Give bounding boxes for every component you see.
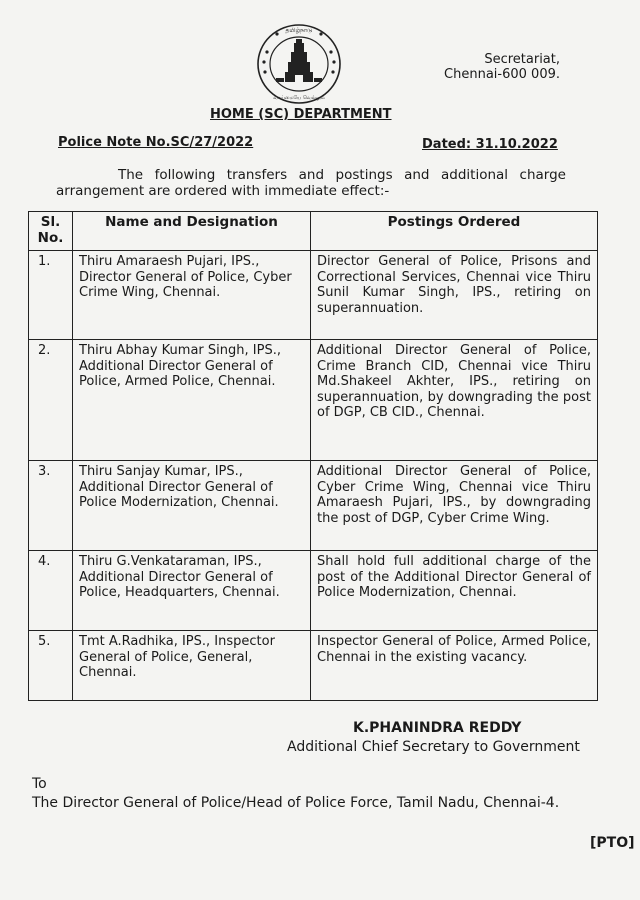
column-header-sl-no: Sl. No. <box>29 212 73 251</box>
row-sl-no: 4. <box>29 551 73 631</box>
column-header-name: Name and Designation <box>73 212 311 251</box>
row-name-designation: Thiru Amaraesh Pujari, IPS., Director General of Police, Cyber Crime Wing, Chennai. <box>73 251 311 340</box>
row-posting: Shall hold full additional charge of the post of the Additional Director General of Police Modernization, Chennai. <box>311 551 598 631</box>
address-block <box>440 52 560 82</box>
column-header-postings: Postings Ordered <box>311 212 598 251</box>
row-posting: Director General of Police, Prisons and Correctional Services, Chennai vice Thiru Sunil Kumar Singh, IPS., retiring on superannuation. <box>311 251 598 340</box>
table-row <box>29 631 598 701</box>
table-header-row <box>29 212 598 251</box>
row-posting: Additional Director General of Police, Crime Branch CID, Chennai vice Thiru Md.Shakeel Akhter, IPS., retiring on superannuation, by downgrading the post of DGP, CB CID., Chennai. <box>311 340 598 461</box>
row-sl-no: 5. <box>29 631 73 701</box>
address-line-1: Secretariat, <box>484 52 560 67</box>
row-sl-no: 3. <box>29 461 73 551</box>
svg-text:தமிழ்நாடு: தமிழ்நாடு <box>285 27 313 34</box>
row-name-designation: Thiru Abhay Kumar Singh, IPS., Additional Director General of Police, Armed Police, Chennai. <box>73 340 311 461</box>
table-row <box>29 551 598 631</box>
row-name-designation: Thiru Sanjay Kumar, IPS., Additional Director General of Police Modernization, Chennai. <box>73 461 311 551</box>
row-sl-no: 1. <box>29 251 73 340</box>
tamil-nadu-emblem-icon <box>255 22 343 108</box>
pto-marker: [PTO] <box>590 835 635 851</box>
row-posting: Inspector General of Police, Armed Police, Chennai in the existing vacancy. <box>311 631 598 701</box>
address-line-2: Chennai-600 009. <box>444 67 560 82</box>
row-name-designation: Tmt A.Radhika, IPS., Inspector General of Police, General, Chennai. <box>73 631 311 701</box>
transfer-orders-table <box>28 211 598 701</box>
signatory-title: Additional Chief Secretary to Government <box>287 739 580 755</box>
table-row <box>29 340 598 461</box>
row-posting: Additional Director General of Police, Cyber Crime Wing, Chennai vice Thiru Amaraesh Pujari, IPS., by downgrading the post of DGP, Cyber Crime Wing. <box>311 461 598 551</box>
intro-paragraph: The following transfers and postings and additional charge arrangement are ordered with immediate effect:- <box>56 167 566 199</box>
police-note-number: Police Note No.SC/27/2022 <box>58 135 254 150</box>
department-title: HOME (SC) DEPARTMENT <box>210 107 392 122</box>
table-row <box>29 461 598 551</box>
recipient-label: To <box>32 776 47 792</box>
recipient-address: The Director General of Police/Head of Police Force, Tamil Nadu, Chennai-4. <box>32 795 560 811</box>
signatory-name: K.PHANINDRA REDDY <box>353 720 522 736</box>
note-date: Dated: 31.10.2022 <box>422 137 558 152</box>
row-sl-no: 2. <box>29 340 73 461</box>
row-name-designation: Thiru G.Venkataraman, IPS., Additional Director General of Police, Headquarters, Chennai. <box>73 551 311 631</box>
svg-text:வாய்மையே வெல்லும்: வாய்மையே வெல்லும் <box>273 95 325 101</box>
table-row <box>29 251 598 340</box>
